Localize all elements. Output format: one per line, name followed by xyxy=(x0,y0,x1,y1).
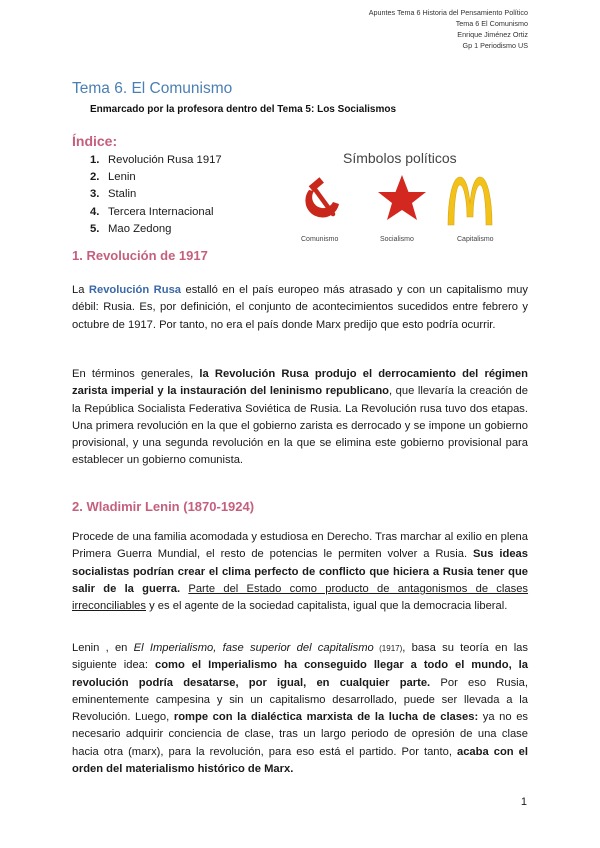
index-item-number: 1. xyxy=(90,154,100,166)
section-1-paragraph-1 xyxy=(72,282,528,334)
header-line-3: Enrique Jiménez Ortiz xyxy=(457,30,528,39)
page-number: 1 xyxy=(520,796,527,808)
index-item-number: 3. xyxy=(90,188,100,201)
revolucion-rusa-link[interactable]: Revolución Rusa xyxy=(88,284,182,296)
text-run: y es el agente de la sociedad capitalista, igual que la democracia liberal. xyxy=(146,600,508,613)
header-line-4: Gp 1 Periodismo US xyxy=(462,41,528,50)
index-list xyxy=(90,152,222,238)
header-line-2: Tema 6 El Comunismo xyxy=(455,19,528,28)
text-run: Lenin , en xyxy=(72,642,134,654)
bold-text-run: acaba con el orden del materialismo histórico de Marx. xyxy=(72,745,528,776)
text-run: , que llevaría la creación de la República Socialista Federativa Soviética de Rusia. La Revolución rusa tuvo dos etapas. Una primera revolución en la que el gobierno zarista es derrocado y se impone un gobierno provisional, y una segunda revolución en la que se elimina este gobierno provisional para establecer un gobierno comunista. xyxy=(72,385,529,467)
index-item-label: Tercera Internacional xyxy=(108,205,214,218)
symbol-label-capitalismo: Capitalismo xyxy=(457,236,494,243)
index-item-label: Mao Zedong xyxy=(108,222,172,235)
political-symbols-figure xyxy=(293,146,527,246)
underlined-text-run: Parte del Estado como producto de antagonismos de clases irreconciliables xyxy=(72,582,529,613)
index-item xyxy=(90,186,222,203)
section-2-paragraph-2 xyxy=(72,640,528,778)
text-run: ya no es necesario adquirir conciencia de clase, tras un largo periodo de opresión de una clase hacia otra (marx), para la revolución, para eso está el partido. Por tanto, xyxy=(72,711,529,758)
section-1-heading: 1. Revolución de 1917 xyxy=(72,248,208,263)
bold-text-run: la Revolución Rusa produjo el derrocamiento del régimen zarista imperial y la instauración del leninismo republicano xyxy=(72,368,528,398)
index-item xyxy=(90,221,222,238)
text-run: Procede de una familia acomodada y estudiosa en Derecho. Tras marchar al exilio en plena Primera Guerra Mundial, el resto de potencias le permiten volver a Rusia. xyxy=(72,531,528,561)
index-item-label: Stalin xyxy=(108,188,137,201)
header-line-1: Apuntes Tema 6 Historia del Pensamiento Político xyxy=(368,8,528,17)
section-1-paragraph-2 xyxy=(72,366,528,470)
book-title: El Imperialismo, fase superior del capitalismo xyxy=(133,642,374,654)
page-header xyxy=(369,7,528,51)
hammer-and-sickle-icon xyxy=(305,177,339,217)
text-run: Por eso Rusia, eminentemente campesina y sin un capitalismo desarrollado, puede ser llevada a la Revolución. Luego, xyxy=(72,676,528,724)
document-title: Tema 6. El Comunismo xyxy=(72,80,233,97)
red-star-icon xyxy=(378,175,426,220)
bold-text-run: rompe con la dialéctica marxista de la lucha de clases: xyxy=(173,711,479,724)
index-item xyxy=(90,169,222,186)
symbol-label-comunismo: Comunismo xyxy=(301,236,339,243)
section-2-heading: 2. Wladimir Lenin (1870-1924) xyxy=(72,499,255,514)
text-run: estalló en el país europeo más atrasado y con un capitalismo muy débil: Rusia. Es, por definición, el conjunto de acontecimientos sucedidos entre febrero y octubre de 1917. Por tanto, no era el país donde Marx predijo que esto podría ocurrir. xyxy=(72,284,528,331)
bold-text-run: como el Imperialismo ha conseguido llegar a todo el mundo, la revolución podría desatarse, por igual, en cualquier parte. xyxy=(72,659,528,689)
index-item-number: 5. xyxy=(90,222,100,235)
symbols-title: Símbolos políticos xyxy=(343,150,457,166)
index-heading: Índice: xyxy=(72,133,118,149)
index-item-number: 2. xyxy=(90,171,100,184)
index-item xyxy=(90,152,222,169)
text-run: En términos generales, xyxy=(72,368,200,380)
bold-text-run: Sus ideas socialistas podrían crear el clima perfecto de conflicto que hiciera a Rusia tener que salir de la guerra. xyxy=(72,548,528,595)
index-item-number: 4. xyxy=(90,205,100,218)
text-run: , basa su teoría en las siguiente idea: xyxy=(72,642,528,672)
text-run: La xyxy=(72,284,89,296)
symbol-label-socialismo: Socialismo xyxy=(380,236,414,243)
index-item xyxy=(90,204,222,221)
golden-arches-icon xyxy=(448,177,492,225)
book-year: (1917) xyxy=(373,644,403,653)
index-item-label: Revolución Rusa 1917 xyxy=(108,154,222,166)
index-item-label: Lenin xyxy=(108,171,136,184)
document-subtitle: Enmarcado por la profesora dentro del Tema 5: Los Socialismos xyxy=(90,104,397,115)
section-2-paragraph-1 xyxy=(72,529,528,615)
